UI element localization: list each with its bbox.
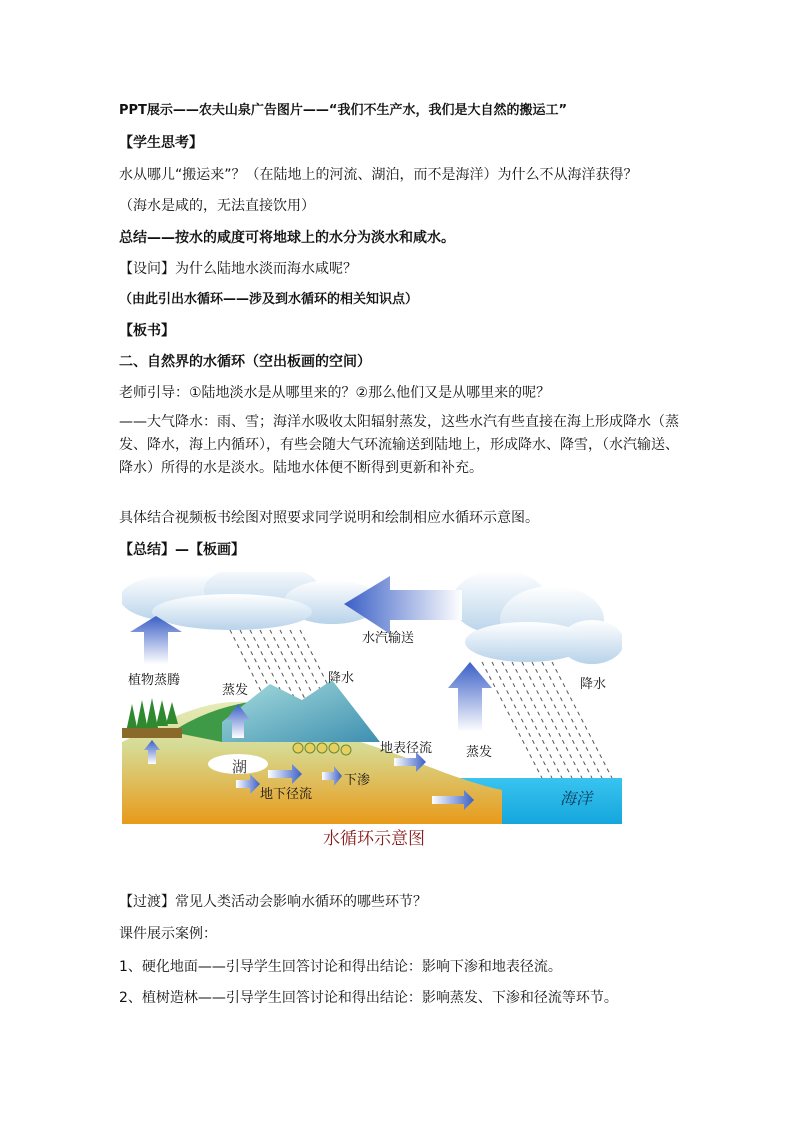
cloud-right	[452, 572, 622, 664]
text-line-10: 老师引导：①陆地淡水是从哪里来的？②那么他们又是从哪里来的呢？	[119, 385, 551, 401]
label-surface-runoff: 地表径流	[380, 741, 433, 756]
label-groundwater-runoff: 地下径流	[260, 787, 313, 802]
text-line-13: 【总结】—【板画】	[119, 542, 245, 558]
label-ocean: 海洋	[560, 789, 593, 808]
label-precipitation-land: 降水	[328, 671, 355, 686]
label-water-vapor-transport: 水汽输送	[362, 631, 415, 646]
water-cycle-diagram	[122, 572, 622, 850]
text-line-8: 【板书】	[119, 323, 175, 339]
text-line-17: 2、植树造林——引导学生回答讨论和得出结论：影响蒸发、下渗和径流等环节。	[119, 990, 618, 1006]
text-line-4: （海水是咸的，无法直接饮用）	[119, 198, 315, 214]
text-line-12: 具体结合视频板书绘图对照要求同学说明和绘制相应水循环示意图。	[119, 510, 539, 526]
text-line-1: PPT展示——农夫山泉广告图片——“我们不生产水，我们是大自然的搬运工”	[119, 103, 568, 118]
label-evaporation-land: 蒸发	[222, 683, 249, 698]
text-line-7: （由此引出水循环——涉及到水循环的相关知识点）	[119, 292, 419, 307]
forest	[122, 698, 182, 738]
label-evaporation-sea: 蒸发	[466, 745, 493, 760]
vapor-transport-arrow	[344, 576, 462, 634]
evaporation-sea-arrow	[448, 662, 492, 732]
label-transpiration: 植物蒸腾	[128, 673, 181, 688]
text-line-15: 课件展示案例：	[119, 926, 217, 942]
text-line-6: 【设问】为什么陆地水淡而海水咸呢？	[119, 261, 357, 277]
text-line-9: 二、自然界的水循环（空出板画的空间）	[119, 354, 371, 370]
label-infiltration: 下渗	[344, 773, 371, 788]
text-line-5: 总结——按水的咸度可将地球上的水分为淡水和咸水。	[119, 230, 455, 246]
text-paragraph-11: ——大气降水：雨、雪；海洋水吸收太阳辐射蒸发，这些水汽有些直接在海上形成降水（蒸发、降水，海上内循环），有些会随大气环流输送到陆地上，形成降水、降雪，（水汽输送、降水）所得的水是淡水。陆地水体便不断得到更新和补充。	[119, 414, 679, 476]
label-lake: 湖	[232, 758, 248, 776]
water-cycle-svg	[122, 572, 622, 850]
diagram-title: 水循环示意图	[323, 829, 425, 849]
text-line-3: 水从哪儿“搬运来”？（在陆地上的河流、湖泊，而不是海洋）为什么不从海洋获得？	[119, 167, 638, 183]
label-precipitation-sea: 降水	[580, 677, 607, 692]
text-line-16: 1、硬化地面——引导学生回答讨论和得出结论：影响下渗和地表径流。	[119, 959, 562, 975]
text-line-14: 【过渡】常见人类活动会影响水循环的哪些环节？	[119, 894, 427, 910]
text-line-2: 【学生思考】	[119, 135, 203, 151]
